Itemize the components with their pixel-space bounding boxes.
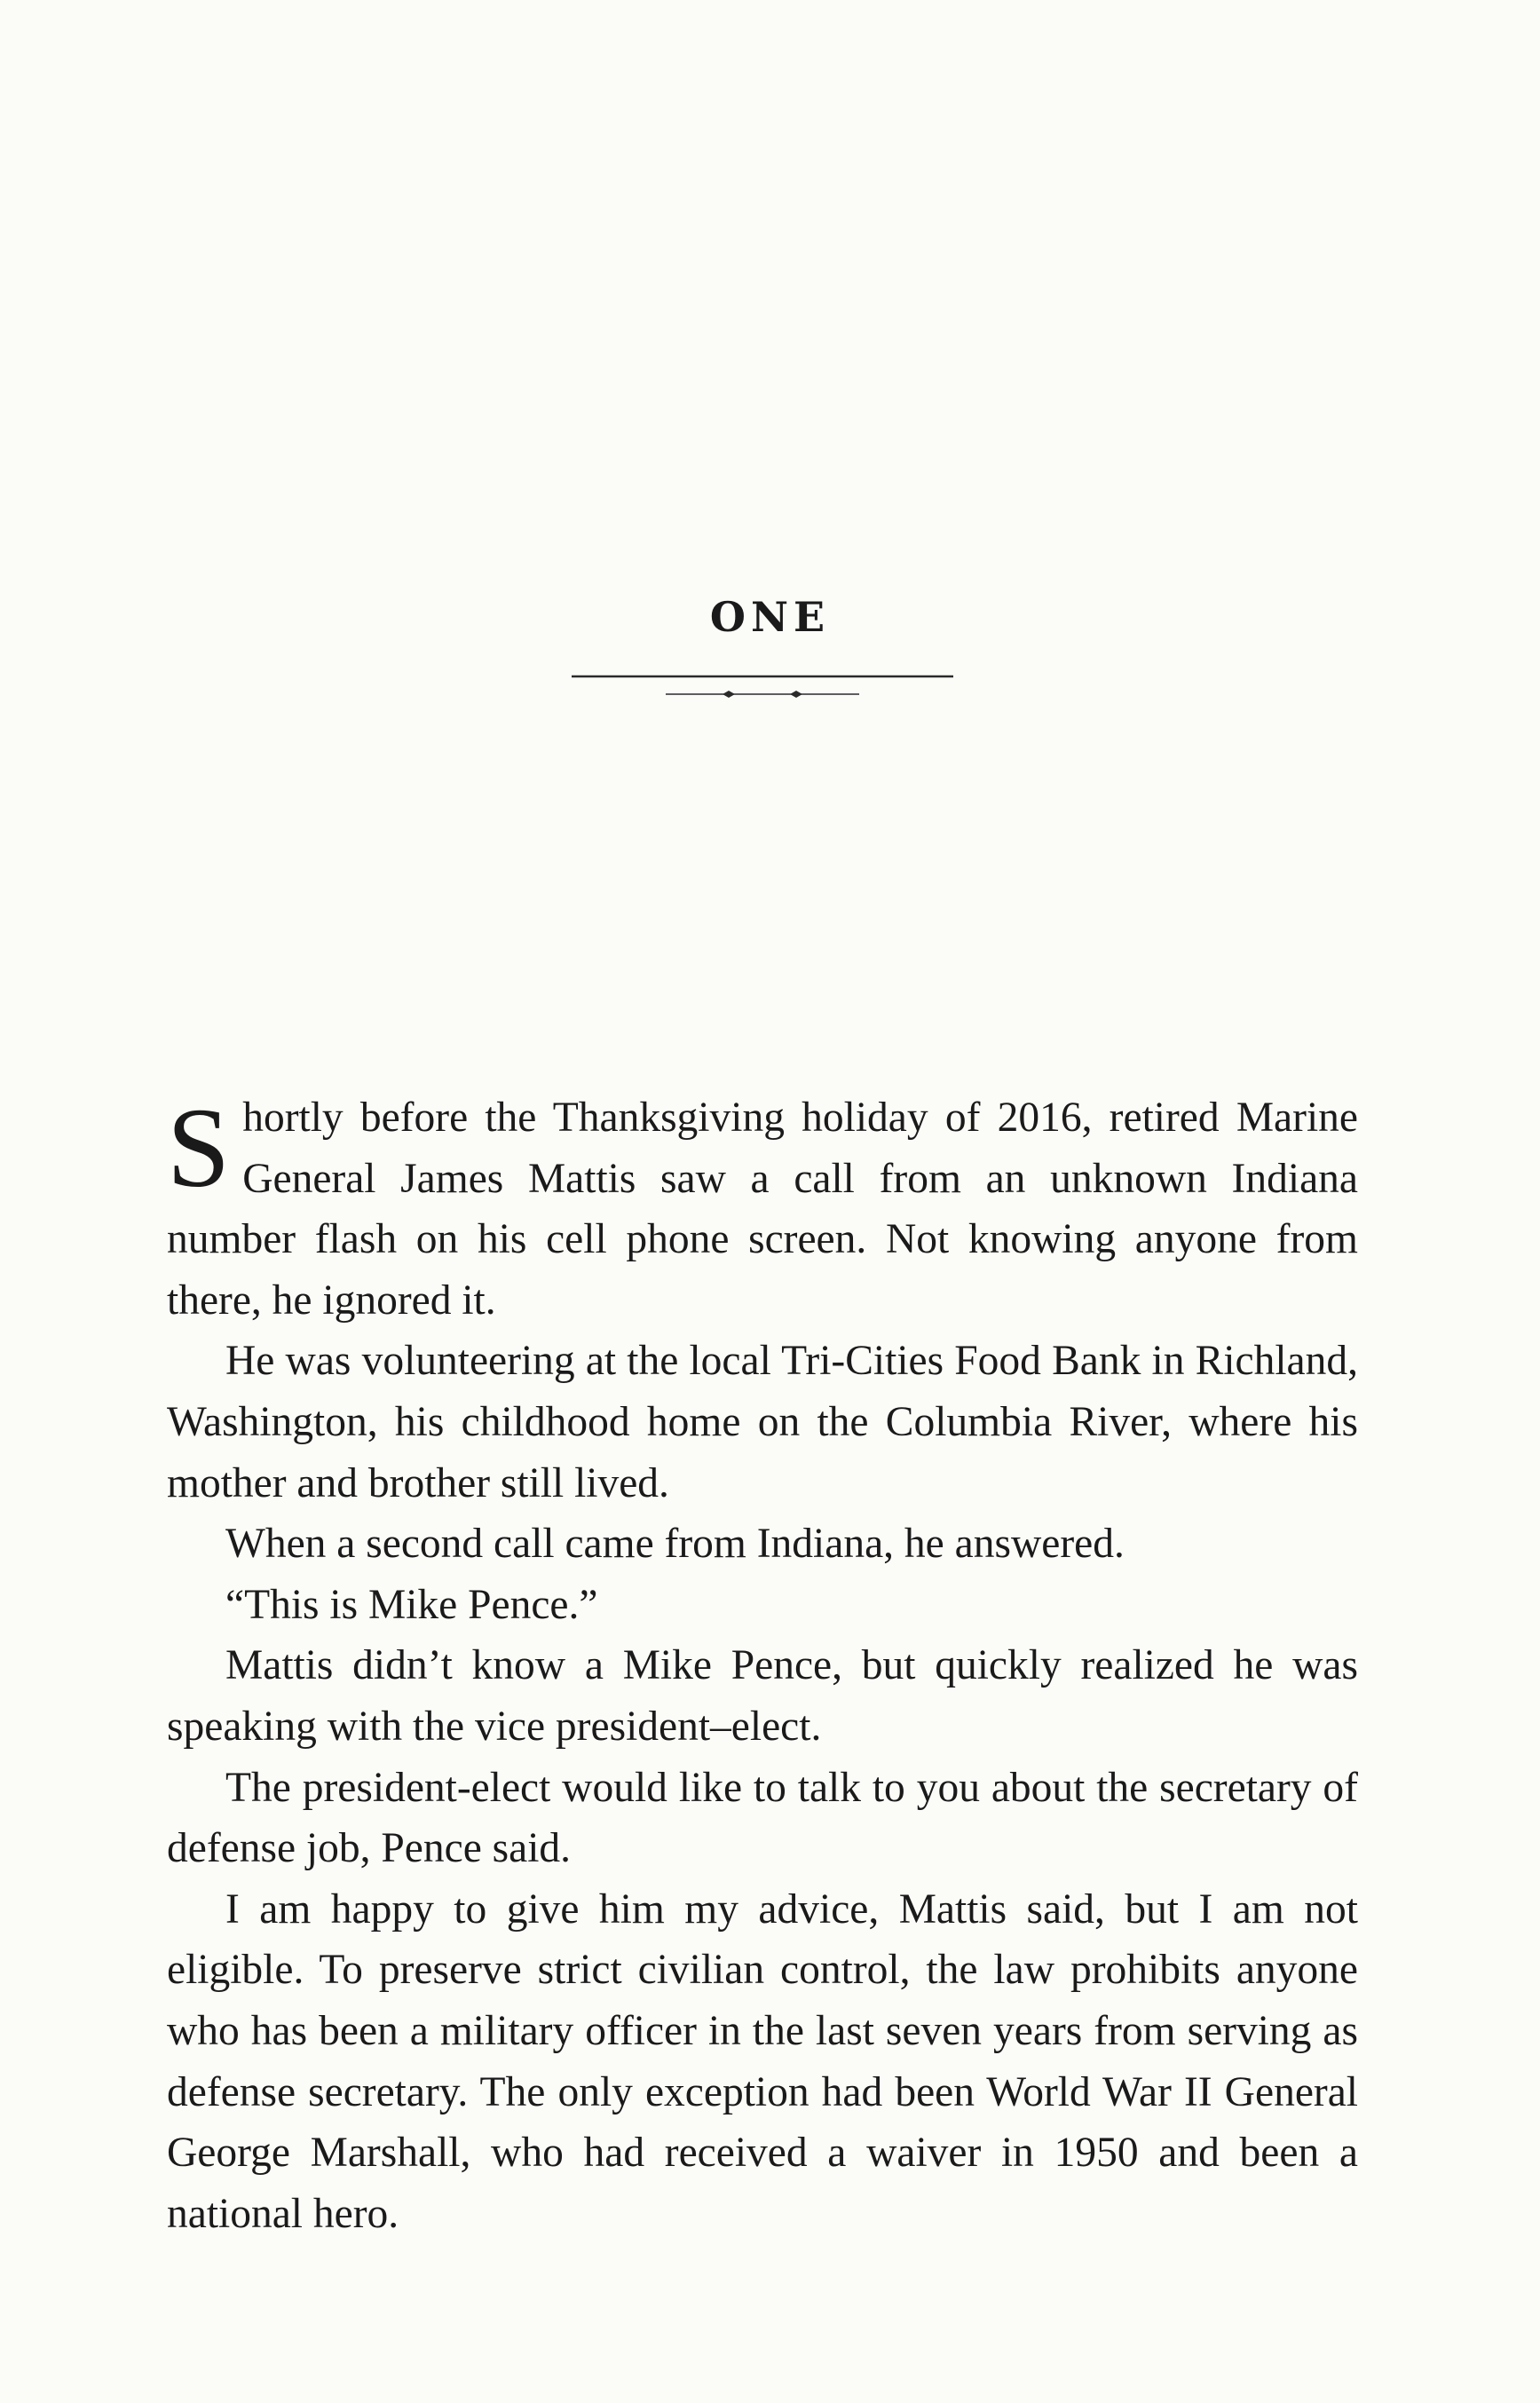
chapter-title: ONE [709, 593, 831, 641]
paragraph-1 [167, 1087, 1358, 1331]
paragraph-7: I am happy to give him my advice, Mattis said, but I am not eligible. To preserve strict civilian control, the law prohibits anyone who has been a military officer in the last seven years from serving as defense secretary. The only exception had been World War II General George Marshall, who had received a waiver in 1950 and been a national hero. [167, 1885, 1358, 2237]
drop-cap: S [167, 1085, 231, 1211]
chapter-body [167, 1087, 1358, 2244]
paragraph-1-text: hortly before the Thanksgiving holiday of 2016, retired Marine General James Mattis saw a call from an unknown Indiana number flash on his cell phone screen. Not knowing anyone from there, he ignored it. [167, 1095, 1358, 1324]
paragraph-3: When a second call came from Indiana, he answered. [225, 1521, 1125, 1568]
paragraph-2: He was volunteering at the local Tri-Cities Food Bank in Richland, Washington, his childhood home on the Columbia River, where his mother and brother still lived. [167, 1338, 1358, 1506]
paragraph-4: “This is Mike Pence.” [225, 1581, 598, 1628]
chapter-ornament-divider [572, 675, 953, 710]
paragraph-6: The president-elect would like to talk to you about the secretary of defense job, Pence said. [167, 1764, 1358, 1872]
paragraph-5: Mattis didn’t know a Mike Pence, but quickly realized he was speaking with the vice president–elect. [167, 1642, 1358, 1750]
